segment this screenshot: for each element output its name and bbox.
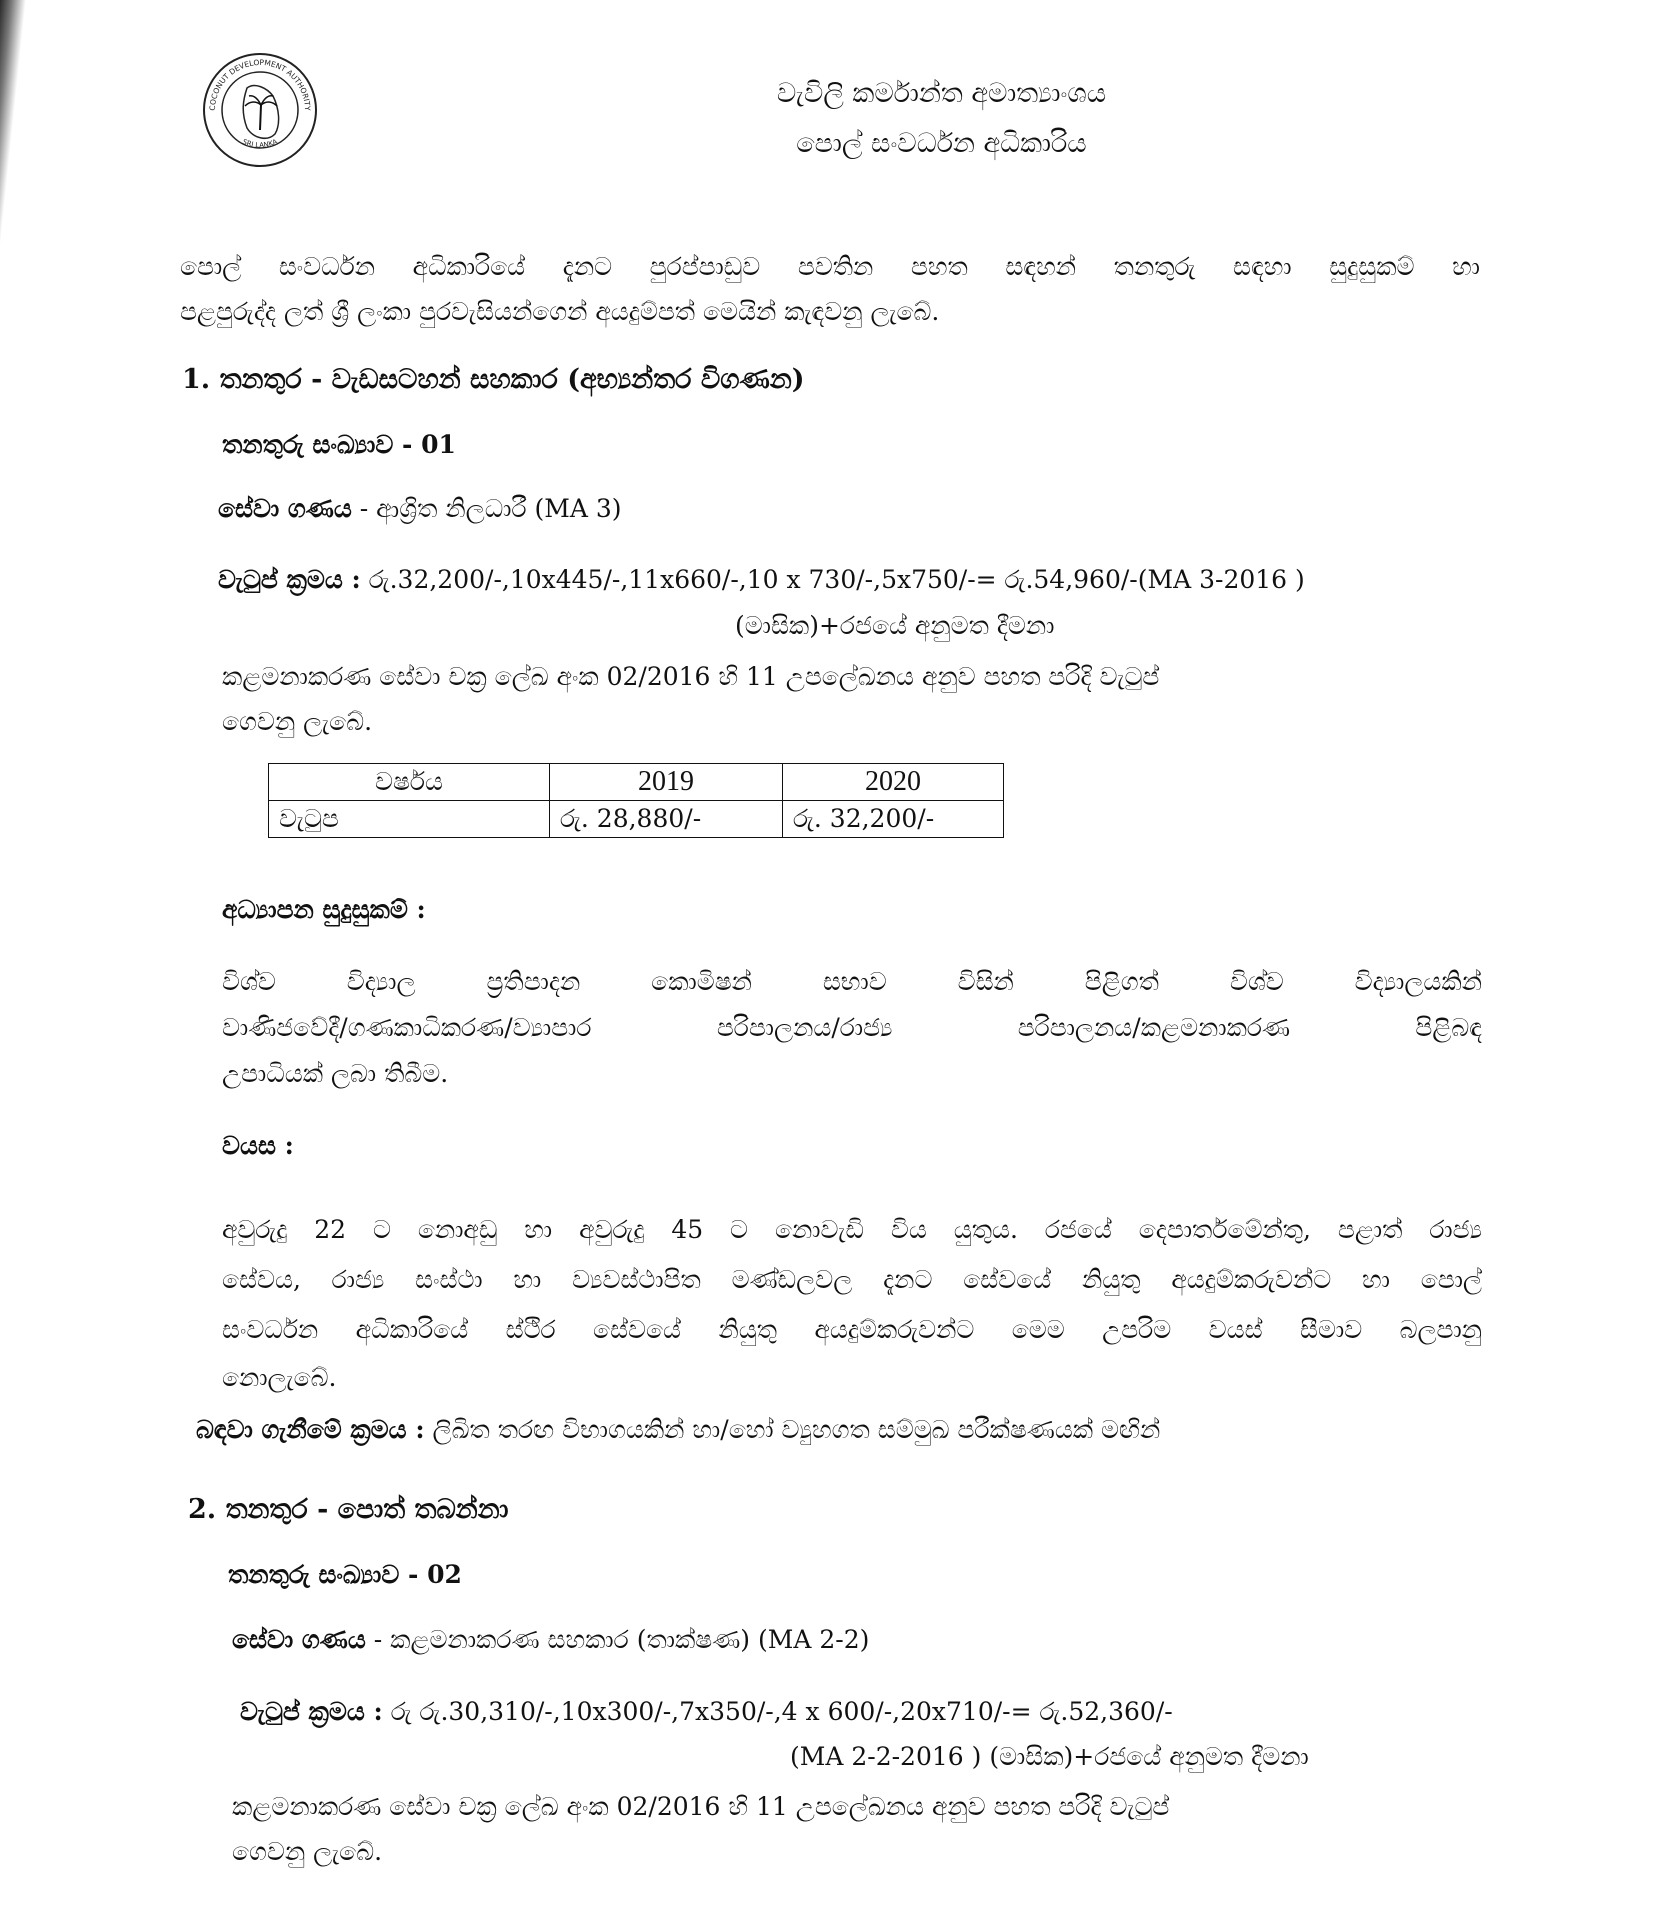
post2-service-value: - කළමනාකරණ සහකාර (තාක්ෂණ) (MA 2-2)	[365, 1625, 870, 1654]
post1-service	[218, 487, 622, 530]
post1-recruitment	[196, 1408, 1160, 1451]
salary-table-header-year: වර්ෂය	[269, 764, 550, 801]
post1-recruit-value: ලිඛිත තරඟ විභාගයකින් හා/හෝ ව්‍යුහගත සම්මුඛ පරීක්ෂණයක් මඟින්	[424, 1415, 1161, 1444]
post1-salary-note: (මාසික)+රජයේ අනුමත දීමනා	[735, 611, 1055, 640]
post1-heading: 1. තනතුර - වැඩසටහන් සහකාර (අභ්‍යන්තර විගණන)	[182, 364, 805, 395]
post2-heading: 2. තනතුර - පොත් තබන්නා	[188, 1494, 509, 1525]
post1-age-line-1: අවුරුදු 22 ට නොඅඩු හා අවුරුදු 45 ට නොවැඩි විය යුතුය. රජයේ දෙපාර්තමේන්තු, පළාත් රාජ්‍ය	[222, 1215, 1482, 1244]
post1-salary-label: වැටුප් ක්‍රමය :	[218, 565, 361, 594]
post2-salary	[240, 1690, 1173, 1733]
post1-circular-line-1: කළමනාකරණ සේවා චක්‍ර ලේඛ අංක 02/2016 හි 11 උපලේඛනය අනුව පහත පරිදි වැටුප්	[222, 662, 1160, 691]
salary-table-header-2020: 2020	[783, 764, 1004, 801]
post2-salary-note: (MA 2-2-2016 ) (මාසික)+රජයේ අනුමත දීමනා	[790, 1742, 1309, 1771]
post1-salary	[218, 558, 1305, 601]
post1-service-label: සේවා ගණය	[218, 494, 352, 523]
post1-salary-value: රු.32,200/-,10x445/-,11x660/-,10 x 730/-,5x750/-= රු.54,960/-(MA 3-2016 )	[360, 565, 1305, 594]
authority-title: පොල් සංවර්ධන අධිකාරිය	[796, 128, 1087, 159]
post1-edu-line-1: විශ්ව විද්‍යාල ප්‍රතිපාදන කොමිෂන් සභාව විසින් පිළිගත් විශ්ව විද්‍යාලයකින්	[222, 967, 1482, 996]
salary-table-row-label: වැටුප	[269, 801, 550, 838]
salary-table-2019-value: රු. 28,880/-	[550, 801, 783, 838]
post1-age-heading: වයස :	[222, 1131, 294, 1160]
post2-circular-line-1: කළමනාකරණ සේවා චක්‍ර ලේඛ අංක 02/2016 හි 11 උපලේඛනය අනුව පහත පරිදි වැටුප්	[232, 1792, 1170, 1821]
post1-recruit-label: බඳවා ගැනීමේ ක්‍රමය :	[196, 1415, 425, 1444]
post1-age-line-4: නොලැබේ.	[222, 1363, 337, 1392]
salary-table-2020-value: රු. 32,200/-	[783, 801, 1004, 838]
salary-table	[268, 763, 1004, 838]
salary-table-header-2019: 2019	[550, 764, 783, 801]
svg-text:COCONUT DEVELOPMENT AUTHORITY: COCONUT DEVELOPMENT AUTHORITY	[207, 57, 313, 111]
post1-edu-line-3: උපාධියක් ලබා තිබීම.	[222, 1059, 449, 1088]
post1-age-line-3: සංවර්ධන අධිකාරියේ ස්ථිර සේවයේ නියුතු අයදුම්කරුවන්ට මෙම උපරිම වයස් සීමාව බලපානු	[222, 1315, 1482, 1344]
ministry-title: වැවිලි කර්මාන්ත අමාත්‍යාංශය	[776, 78, 1107, 109]
post1-service-value: - ආශ්‍රිත නිලධාරී (MA 3)	[351, 494, 622, 523]
post1-edu-heading: අධ්‍යාපන සුදුසුකම් :	[222, 895, 426, 924]
salary-table-header-row	[269, 764, 1004, 801]
salary-table-row	[269, 801, 1004, 838]
post1-circular-line-2: ගෙවනු ලැබේ.	[222, 707, 373, 736]
post2-salary-label: වැටුප් ක්‍රමය :	[240, 1697, 383, 1726]
post2-count: තනතුරු සංඛ්‍යාව - 02	[228, 1560, 462, 1589]
post1-age-line-2: සේවය, රාජ්‍ය සංස්ථා හා ව්‍යවස්ථාපිත මණ්ඩලවල දැනට සේවයේ නියුතු අයදුම්කරුවන්ට හා පොල්	[222, 1265, 1482, 1294]
intro-line-2: පළපුරුද්ද ලත් ශ්‍රී ලංකා පුරවැසියන්ගෙන් අයදුම්පත් මෙයින් කැඳවනු ලැබේ.	[180, 297, 940, 326]
post1-count: තනතුරු සංඛ්‍යාව - 01	[222, 430, 456, 459]
post2-circular-line-2: ගෙවනු ලැබේ.	[232, 1837, 383, 1866]
intro-line-1: පොල් සංවර්ධන අධිකාරියේ දැනට පුරප්පාඩුව පවතින පහත සඳහන් තනතුරු සඳහා සුදුසුකම් හා	[180, 252, 1480, 281]
post1-edu-line-2: වාණිජවේදී/ගණකාධිකරණ/ව්‍යාපාර පරිපාලනය/රාජ්‍ය පරිපාලනය/කළමනාකරණ පිළිබඳ	[222, 1013, 1482, 1042]
post2-service	[232, 1618, 869, 1661]
post2-salary-value: රු රු.30,310/-,10x300/-,7x350/-,4 x 600/-,20x710/-= රු.52,360/-	[382, 1697, 1173, 1726]
post2-service-label: සේවා ගණය	[232, 1625, 366, 1654]
svg-text:SRI LANKA: SRI LANKA	[241, 137, 279, 150]
